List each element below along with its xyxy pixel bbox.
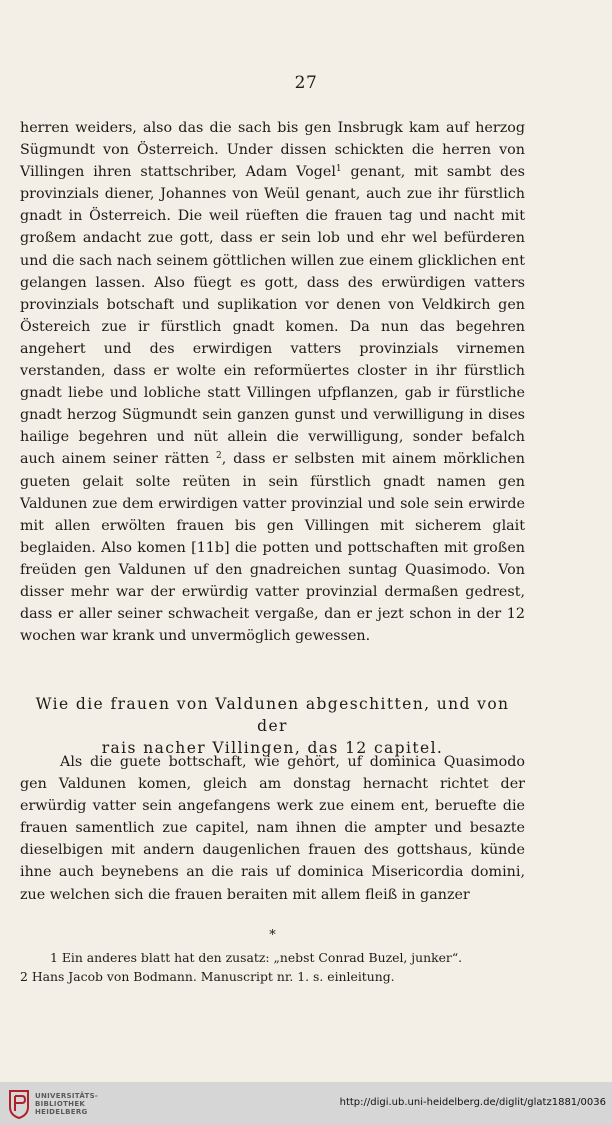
paragraph-1 <box>20 117 525 647</box>
footnote-2: 2 Hans Jacob von Bodmann. Manuscript nr. 1. s. einleitung. <box>20 969 395 984</box>
library-logo[interactable] <box>8 1088 128 1120</box>
paragraph-1-text-c: , dass er selbsten mit ainem mörklichen gueten gelait solte reüten in sein fürstlich gnadt namen gen Valdunen zue dem erwirdigen vatter provinzial und sole sein erwirde mit allen erwölten frauen bis gen Villingen mit sicherem glait beglaiden. Also komen [11b] die potten und pottschaften mit großen freüden gen Valdunen uf den gnadreichen suntag Quasimodo. Von disser mehr war der erwürdig vatter provinzial dermaßen gedrest, dass er aller seiner schwacheit vergaße, dan er jezt schon in der 12 wochen war krank und unvermöglich gewessen. <box>20 451 525 645</box>
footnote-1: 1 Ein anderes blatt hat den zusatz: „nebst Conrad Buzel, junker“. <box>50 950 463 965</box>
library-name-line-2: BIBLIOTHEK <box>35 1100 86 1108</box>
chapter-heading <box>20 693 525 759</box>
digital-copy-url[interactable]: http://digi.ub.uni-heidelberg.de/diglit/glatz1881/0036 <box>339 1097 606 1108</box>
footnotes <box>20 948 525 986</box>
footer-bar <box>0 1082 612 1125</box>
paragraph-1-text-b: genant, mit sambt des provinzials diener, Johannes von Weül genant, auch zue ihr fürstlich gnadt in Österreich. Die weil rüeften die frauen tag und nacht mit großem andacht zue gott, dass er sein lob und ehr wel befürderen und die sach nach seinem göttlichen willen zue einem glicklichen ent gelangen lassen. Also füegt es gott, dass des erwürdigen vatters provinzials botschaft und suplikation vor denen von Veldkirch gen Östereich zue ir fürstlich gnadt komen. Da nun das begehren angehert und des erwirdigen vatters provinzials virnemen verstanden, dass er wolte ein reformüertes closter in ihr fürstlich gnadt liebe und lobliche statt Villingen ufpflanzen, gab ir fürstliche gnadt herzog Sügmundt sein ganzen gunst und verwilligung in dises hailige begehren und nüt allein die verwilligung, sonder befalch auch ainem seiner rätten <box>20 164 525 468</box>
paragraph-2: Als die guete bottschaft, wie gehört, uf dominica Quasimodo gen Valdunen komen, gleich am donstag hernacht richtet der erwürdig vatter sein angefangens werk zue einem ent, beruefte die frauen samentlich zue capitel, nam ihnen die ampter und besazte dieselbigen mit andern daugenlichen frauen des gottshaus, künde ihne auch beynebens an die rais uf dominica Misericordia domini, zue welchen sich die frauen beraiten mit allem fleiß in ganzer <box>20 754 525 903</box>
footnote-marker-1: 1 <box>335 164 342 175</box>
library-name-line-1: UNIVERSITÄTS- <box>35 1092 99 1100</box>
footnote-separator: * <box>269 928 276 943</box>
page-number: 27 <box>294 73 318 93</box>
paragraph-1-text-a: herren weiders, also das die sach bis gen Insbrugk kam auf herzog Sügmundt von Österreich. Under dissen schickten die herren von Villingen ihren stattschriber, Adam Vogel <box>20 120 525 181</box>
library-seal-icon <box>8 1089 30 1119</box>
library-name-line-3: HEIDELBERG <box>35 1108 88 1116</box>
chapter-heading-line-2: rais nacher Villingen, das 12 capitel. <box>101 739 444 757</box>
footnote-marker-2: 2 <box>215 451 222 462</box>
library-name <box>35 1092 98 1116</box>
chapter-heading-line-1: Wie die frauen von Valdunen abgeschitten, und von der <box>35 695 510 735</box>
